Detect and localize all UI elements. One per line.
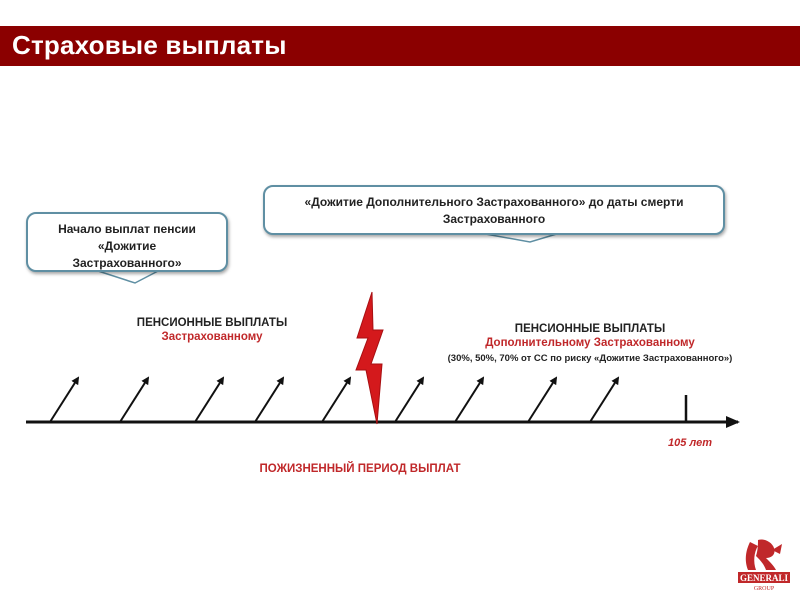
payment-arrow-icon [195,378,223,422]
callout-survival-line1: «Дожитие Дополнительного Застрахованного» до даты смерти [304,195,684,209]
callout-start-line3: Застрахованного» [72,256,182,270]
callout-start-line1: Начало выплат пенсии [58,222,196,236]
callout-start-line2: «Дожитие [97,239,157,253]
right-payments-block [410,322,770,366]
left-payments-subtitle: Застрахованному [161,331,263,343]
left-payments-block [112,316,312,344]
callout-survival-line2: Застрахованного [442,212,546,226]
right-payments-subtitle: Дополнительному Застрахованному [485,337,695,349]
left-payments-title: ПЕНСИОННЫЕ ВЫПЛАТЫ [136,317,288,329]
callout-payment-start [26,212,228,272]
lightning-bolt-icon [356,292,383,424]
payment-arrow-icon [120,378,148,422]
payment-arrow-icon [255,378,283,422]
payment-arrow-icon [50,378,78,422]
svg-text:GENERALI: GENERALI [739,573,789,583]
payment-arrows [50,378,618,422]
svg-text:GROUP: GROUP [753,586,775,592]
payment-arrow-icon [590,378,618,422]
payment-arrow-icon [322,378,350,422]
payment-arrow-icon [455,378,483,422]
payment-arrow-icon [395,378,423,422]
callout-survival [263,185,725,235]
right-payments-title: ПЕНСИОННЫЕ ВЫПЛАТЫ [514,323,666,335]
lifetime-period-label: ПОЖИЗНЕННЫЙ ПЕРИОД ВЫПЛАТ [259,463,461,475]
generali-logo [736,536,792,592]
payment-arrow-icon [528,378,556,422]
right-payments-note: (30%, 50%, 70% от СС по риску «Дожитие Застрахованного») [447,353,733,364]
page-title: Страховые выплаты [12,30,287,60]
age-end-label: 105 лет [667,437,712,449]
